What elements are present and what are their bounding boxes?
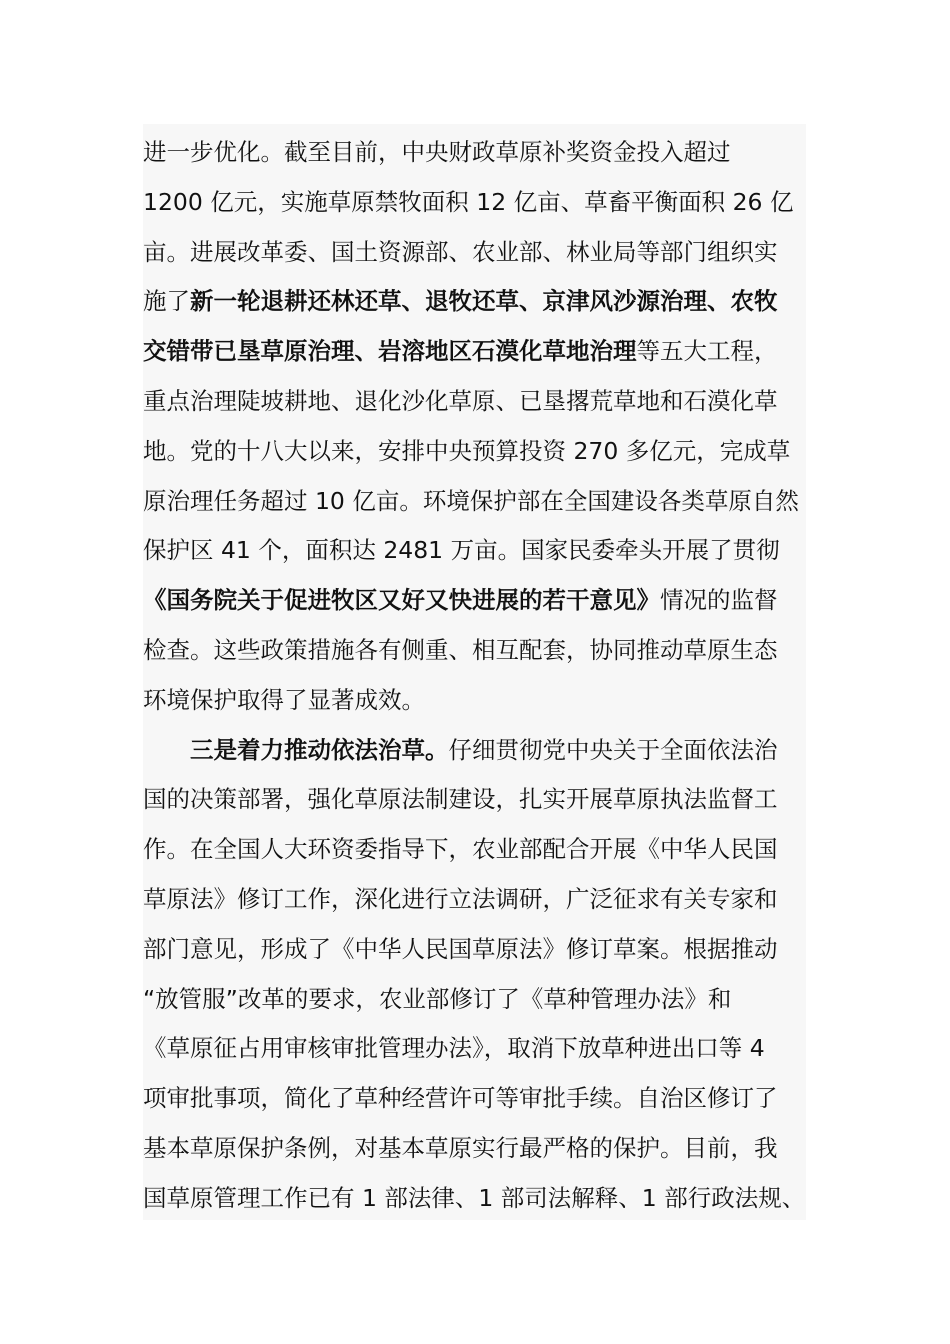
text-line — [143, 326, 807, 376]
text-line — [143, 1023, 807, 1073]
text-line — [143, 525, 807, 575]
text-line — [143, 227, 807, 277]
text-run: 进一步优化。截至目前，中央财政草原补奖资金投入超过 — [143, 138, 731, 166]
text-run: 检查。这些政策措施各有侧重、相互配套，协同推动草原生态 — [143, 636, 778, 664]
text-run: 重点治理陡坡耕地、退化沙化草原、已垦撂荒草地和石漠化草 — [143, 387, 778, 415]
text-run: 基本草原保护条例，对基本草原实行最严格的保护。目前，我 — [143, 1134, 778, 1162]
text-run: 亩。进展改革委、国土资源部、农业部、林业局等部门组织实 — [143, 237, 778, 266]
text-line — [143, 1073, 807, 1123]
text-run: 施了 — [143, 287, 190, 316]
text-line — [143, 177, 807, 227]
text-line — [143, 476, 807, 526]
text-run: 国草原管理工作已有 1 部法律、1 部司法解释、1 部行政法规、 — [143, 1183, 806, 1212]
text-line — [143, 1173, 807, 1223]
text-run: 地。党的十八大以来，安排中央预算投资 270 多亿元，完成草 — [143, 436, 791, 465]
text-run: 草原法》修订工作，深化进行立法调研，广泛征求有关专家和 — [143, 885, 778, 913]
bold-text-run: 交错带已垦草原治理、岩溶地区石漠化草地治理 — [143, 337, 637, 366]
text-line — [143, 824, 807, 874]
text-run: 等五大工程， — [636, 337, 778, 366]
text-line — [143, 774, 807, 824]
text-run: 保护区 41 个，面积达 2481 万亩。国家民委牵头开展了贯彻 — [143, 536, 780, 565]
text-line — [143, 1123, 807, 1173]
text-run: 1200 亿元，实施草原禁牧面积 12 亿亩、草畜平衡面积 26 亿 — [143, 187, 794, 216]
bold-text-run: 新一轮退耕还林还草、退牧还草、京津风沙源治理、农牧 — [190, 287, 778, 316]
text-run: 环境保护取得了显著成效。 — [143, 685, 425, 714]
text-line — [143, 127, 807, 177]
text-line — [143, 725, 807, 775]
text-line — [143, 974, 807, 1024]
text-line — [143, 276, 807, 326]
text-run: 作。在全国人大环资委指导下，农业部配合开展《中华人民国 — [143, 835, 778, 864]
text-line — [143, 625, 807, 675]
text-line — [143, 675, 807, 725]
text-line — [143, 874, 807, 924]
text-run: 《草原征占用审核审批管理办法》，取消下放草种进出口等 4 — [143, 1034, 765, 1063]
text-line — [143, 376, 807, 426]
text-line — [143, 426, 807, 476]
bold-text-run: 《国务院关于促进牧区又好又快进展的若干意见》 — [143, 586, 660, 615]
text-run: 原治理任务超过 10 亿亩。环境保护部在全国建设各类草原自然 — [143, 486, 799, 515]
text-run: 仔细贯彻党中央关于全面依法治 — [448, 735, 778, 764]
text-line — [143, 924, 807, 974]
text-run: 情况的监督 — [660, 586, 778, 615]
bold-text-run: 三是着力推动依法治草。 — [190, 735, 449, 764]
text-run: 项审批事项，简化了草种经营许可等审批手续。自治区修订了 — [143, 1084, 778, 1113]
text-run: “放管服”改革的要求，农业部修订了《草种管理办法》和 — [143, 984, 732, 1013]
text-line — [143, 575, 807, 625]
text-run: 国的决策部署，强化草原法制建设，扎实开展草原执法监督工 — [143, 785, 778, 814]
text-run: 部门意见，形成了《中华人民国草原法》修订草案。根据推动 — [143, 934, 778, 963]
